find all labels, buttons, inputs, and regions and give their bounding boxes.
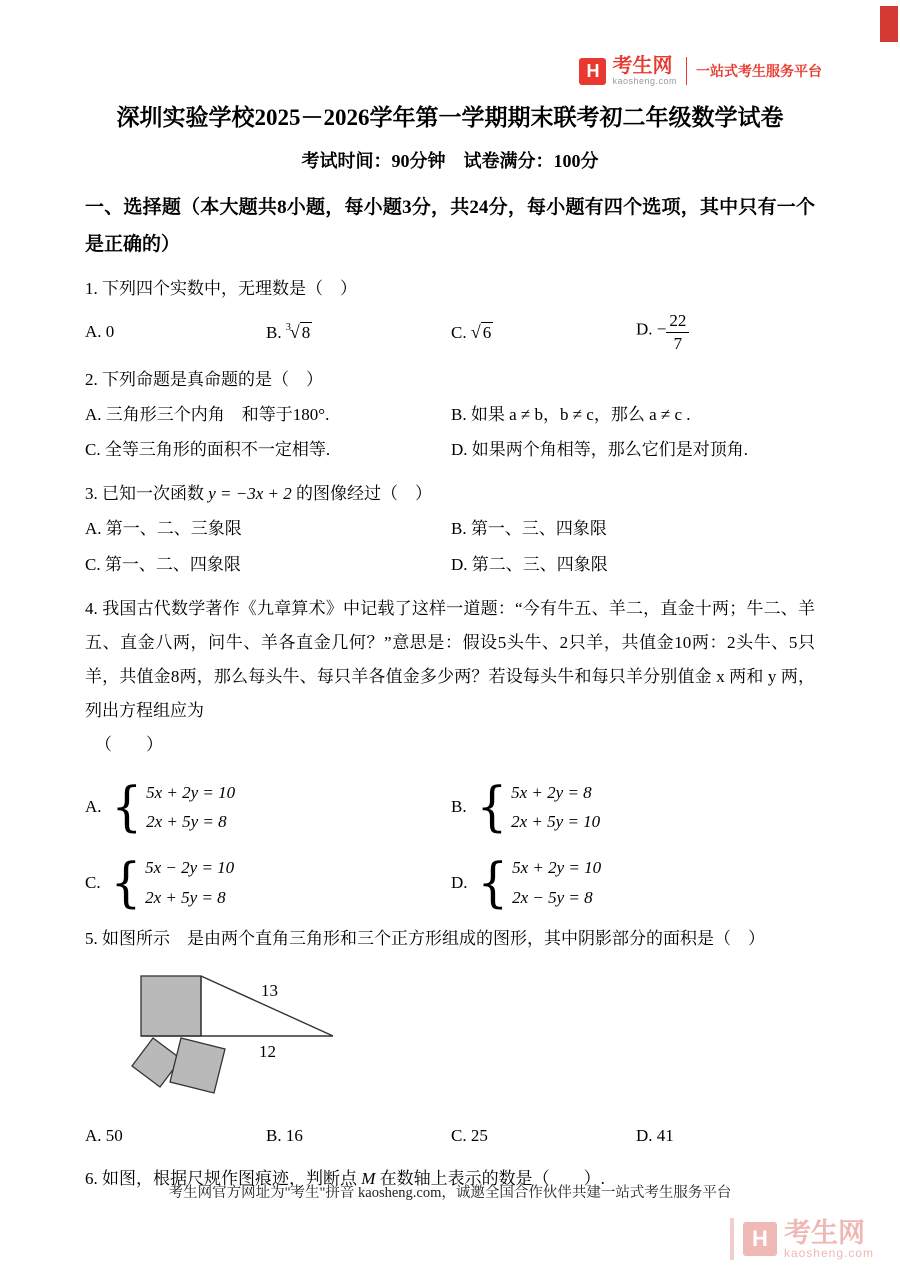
q1-stem: 1. 下列四个实数中，无理数是（ ） xyxy=(85,279,357,299)
q2-stem: 2. 下列命题是真命题的是（ ） xyxy=(85,369,323,389)
q1-option-b xyxy=(266,314,451,350)
q2-options-row1 xyxy=(85,397,815,433)
shaded-square-right xyxy=(170,1038,225,1093)
watermark-logo-icon: H xyxy=(743,1222,777,1256)
root-index: 3 xyxy=(285,322,291,334)
q5-stem: 5. 如图所示 是由两个直角三角形和三个正方形组成的图形，其中阴影部分的面积是（ ） xyxy=(85,928,765,948)
question-2 xyxy=(85,363,815,468)
q4-option-b-label: B. xyxy=(451,797,467,817)
hypotenuse-label: 13 xyxy=(261,980,278,1000)
q4-b-eq2: 2x + 5y = 10 xyxy=(511,812,601,832)
base-label: 12 xyxy=(259,1041,276,1061)
q3-options-row2 xyxy=(85,547,815,583)
brand-divider xyxy=(686,57,687,85)
q1-d-sign: − xyxy=(656,319,667,339)
q6-math: M xyxy=(361,1168,376,1188)
q4-option-d xyxy=(451,853,815,913)
q1-c-radicand: 6 xyxy=(482,323,492,343)
cube-root xyxy=(286,323,312,342)
brand-name: 考生网 xyxy=(612,55,673,77)
q4-options-row1 xyxy=(85,775,815,839)
q2-option-c: C. 全等三角形的面积不一定相等. xyxy=(85,440,331,460)
footer-text: 考生网官方网址为"考生"拼音 kaosheng.com，诚邀全国合作伙伴共建一站式考生服务平台 xyxy=(168,1185,732,1201)
q4-a-system xyxy=(146,778,235,838)
q1-option-b-label: B. xyxy=(266,323,282,343)
q3-option-a: A. 第一、二、三象限 xyxy=(85,519,242,539)
watermark-domain: kaosheng.com xyxy=(783,1245,874,1260)
fraction-denominator: 7 xyxy=(673,333,683,353)
q4-options-row2 xyxy=(85,853,815,913)
q4-option-c-label: C. xyxy=(85,872,101,892)
exam-meta: 考试时间：90分钟 试卷满分：100分 xyxy=(301,151,599,172)
q4-c-eq1: 5x − 2y = 10 xyxy=(145,858,235,878)
q3-stem xyxy=(85,477,815,511)
q3-options-row1 xyxy=(85,511,815,547)
q3-option-b: B. 第一、三、四象限 xyxy=(451,519,607,539)
q4-b-eq1: 5x + 2y = 8 xyxy=(511,782,592,802)
q4-a-eq1: 5x + 2y = 10 xyxy=(146,782,236,802)
page-title: 深圳实验学校2025－2026学年第一学期期末联考初二年级数学试卷 xyxy=(116,105,784,130)
q1-option-d-label: D. xyxy=(636,319,653,339)
q1-b-radicand: 8 xyxy=(301,323,311,343)
brand-text xyxy=(612,56,677,86)
q4-c-system xyxy=(145,853,234,913)
q4-option-d-label: D. xyxy=(451,872,468,892)
left-brace-icon: { xyxy=(111,775,143,839)
q2-option-b: B. 如果 a ≠ b，b ≠ c，那么 a ≠ c . xyxy=(451,404,691,424)
q4-b-system xyxy=(511,778,600,838)
q3-option-d: D. 第二、三、四象限 xyxy=(451,554,608,574)
q5-option-d: D. 41 xyxy=(636,1125,674,1145)
q2-option-d: D. 如果两个角相等，那么它们是对顶角. xyxy=(451,440,749,460)
pythagoras-figure xyxy=(111,968,361,1110)
q5-figure xyxy=(111,968,815,1115)
left-brace-icon: { xyxy=(476,775,508,839)
q6-stem-post: 在数轴上表示的数是（ ）. xyxy=(375,1168,605,1188)
q3-math: y = −3x + 2 xyxy=(208,484,292,504)
q1-option-a: A. 0 xyxy=(85,322,115,342)
q3-stem-pre: 3. 已知一次函数 xyxy=(85,484,209,504)
radical-icon: √ xyxy=(470,322,481,343)
question-4 xyxy=(85,592,815,913)
left-brace-icon: { xyxy=(110,851,142,915)
q4-c-eq2: 2x + 5y = 8 xyxy=(145,887,226,907)
q1-option-c-label: C. xyxy=(451,323,467,343)
section-heading: 一、选择题（本大题共8小题，每小题3分，共24分，每小题有四个选项，其中只有一个是正确的） xyxy=(85,197,815,256)
q6-stem-pre: 6. 如图，根据尺规作图痕迹，判断点 xyxy=(85,1168,362,1188)
q4-stem: 4. 我国古代数学著作《九章算术》中记载了这样一道题：“今有牛五、羊二，直金十两；牛二、羊五、直金八两，问牛、羊各直金几何？”意思是：假设5头牛、2只羊，共值金10两：2头牛、5只羊，共值金8两，那么每头牛、每只羊各值金多少两？若设每头牛和每只羊分别值金 x 两和 y 两，列出方程组应为 xyxy=(85,598,815,720)
q4-d-eq1: 5x + 2y = 10 xyxy=(512,858,602,878)
brand-domain: kaosheng.com xyxy=(612,76,677,86)
question-5 xyxy=(85,922,815,1153)
question-3 xyxy=(85,477,815,582)
q3-option-c: C. 第一、二、四象限 xyxy=(85,554,241,574)
q5-options xyxy=(85,1119,815,1153)
question-1 xyxy=(85,272,815,354)
q5-option-c: C. 25 xyxy=(451,1125,488,1145)
brand-logo xyxy=(579,56,822,86)
q4-option-b xyxy=(451,775,815,839)
watermark-logo xyxy=(730,1218,874,1260)
q1-options xyxy=(85,310,815,354)
q1-option-d xyxy=(636,310,815,354)
kaosheng-logo-icon: H xyxy=(579,58,606,85)
q4-blank: （ ） xyxy=(95,734,163,754)
corner-red-tab xyxy=(880,6,898,42)
q2-options-row2 xyxy=(85,432,815,468)
q4-d-system xyxy=(512,853,601,913)
watermark-text xyxy=(784,1219,874,1260)
brand-tagline: 一站式考生服务平台 xyxy=(696,65,822,81)
q5-option-a: A. 50 xyxy=(85,1125,123,1145)
q5-option-b: B. 16 xyxy=(266,1125,303,1145)
q4-option-a-label: A. xyxy=(85,797,102,817)
q4-option-a xyxy=(85,775,451,839)
q4-d-eq2: 2x − 5y = 8 xyxy=(512,887,593,907)
watermark-name: 考生网 xyxy=(783,1217,865,1248)
watermark-bar xyxy=(730,1218,734,1260)
q4-option-c xyxy=(85,853,451,913)
q3-stem-post: 的图像经过（ ） xyxy=(291,484,433,504)
radical-icon: √ xyxy=(289,322,300,343)
q2-option-a: A. 三角形三个内角 和等于180°. xyxy=(85,404,330,424)
square-root xyxy=(471,323,493,342)
q1-option-c xyxy=(451,314,636,350)
left-brace-icon: { xyxy=(477,851,509,915)
fraction-numerator: 22 xyxy=(666,310,689,332)
q4-a-eq2: 2x + 5y = 8 xyxy=(146,812,227,832)
shaded-square-large xyxy=(141,976,201,1036)
fraction xyxy=(666,310,689,354)
